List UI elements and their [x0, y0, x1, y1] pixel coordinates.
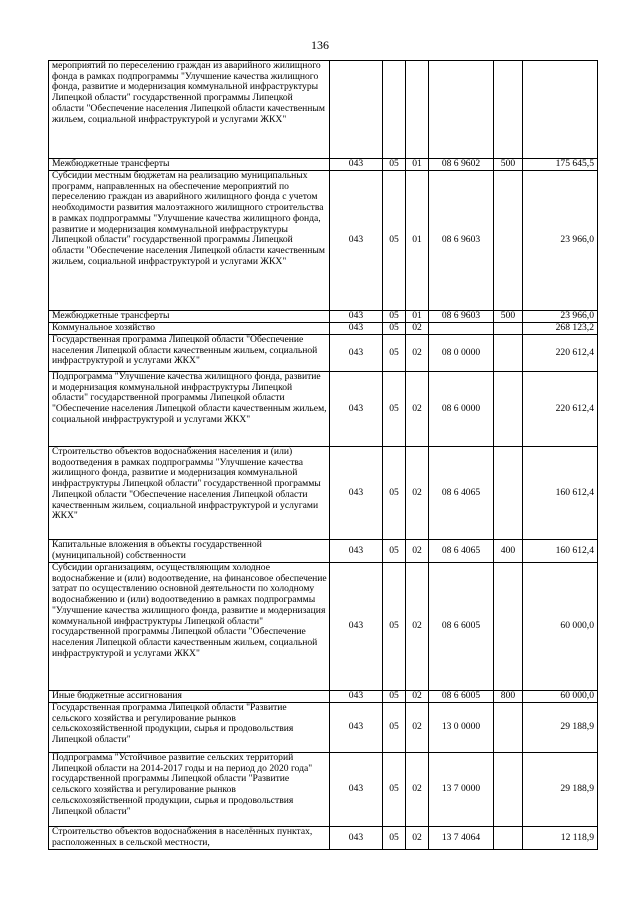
amount-cell: 23 966,0: [523, 171, 598, 311]
admin-code-cell: 043: [330, 159, 383, 171]
table-row: [49, 753, 598, 827]
admin-code-cell: 043: [330, 540, 383, 563]
row-name-cell: Субсидии местным бюджетам на реализацию муниципальных программ, направленных на обеспечение мероприятий по переселению граждан из аварийного жилищного фонда с учетом необходимости развития малоэтажного жилищного строительства в рамках подпрограммы "Улучшение качества жилищного фонда, развитие и модернизация коммунальной инфраструктуры Липецкой области" государственной программы Липецкой области "Обеспечение населения Липецкой области качественным жильем, социальной инфраструктурой и услугами ЖКХ": [49, 171, 330, 311]
amount-cell: 29 188,9: [523, 703, 598, 753]
page-number: 136: [311, 38, 329, 52]
expense-type-code-cell: [494, 61, 523, 159]
table-row: [49, 311, 598, 323]
amount-cell: 12 118,9: [523, 827, 598, 850]
target-article-code-cell: 08 6 0000: [429, 372, 494, 447]
admin-code-cell: 043: [330, 691, 383, 703]
admin-code-cell: 043: [330, 827, 383, 850]
admin-code-cell: 043: [330, 753, 383, 827]
row-name-cell: мероприятий по переселению граждан из аварийного жилищного фонда в рамках подпрограммы "Улучшение качества жилищного фонда, развитие и модернизация коммунальной инфраструктуры Липецкой области" государственной программы Липецкой области "Обеспечение населения Липецкой области качественным жильем, социальной инфраструктурой и услугами ЖКХ": [49, 61, 330, 159]
admin-code-cell: [330, 61, 383, 159]
amount-cell: 60 000,0: [523, 691, 598, 703]
table-row: [49, 827, 598, 850]
target-article-code-cell: 08 6 6005: [429, 691, 494, 703]
row-name-cell: Подпрограмма "Устойчивое развитие сельских территорий Липецкой области на 2014-2017 годы и на период до 2020 года" государственной программы Липецкой области "Развитие сельского хозяйства и регулирование рынков сельскохозяйственной продукции, сырья и продовольствия Липецкой области": [49, 753, 330, 827]
section-code-cell: 05: [383, 827, 406, 850]
expense-type-code-cell: [494, 447, 523, 540]
admin-code-cell: 043: [330, 323, 383, 335]
subsection-code-cell: 02: [406, 335, 429, 372]
amount-cell: [523, 61, 598, 159]
target-article-code-cell: 08 6 9602: [429, 159, 494, 171]
row-name-cell: Строительство объектов водоснабжения населения и (или) водоотведения в рамках подпрограммы "Улучшение качества жилищного фонда, развитие и модернизация коммунальной инфраструктуры Липецкой области" государственной программы Липецкой области "Обеспечение населения Липецкой области качественным жильем, социальной инфраструктурой и услугами ЖКХ": [49, 447, 330, 540]
subsection-code-cell: 02: [406, 753, 429, 827]
expense-type-code-cell: 500: [494, 159, 523, 171]
expense-type-code-cell: [494, 827, 523, 850]
subsection-code-cell: 02: [406, 372, 429, 447]
subsection-code-cell: 02: [406, 827, 429, 850]
table-row: [49, 703, 598, 753]
admin-code-cell: 043: [330, 372, 383, 447]
section-code-cell: 05: [383, 540, 406, 563]
target-article-code-cell: 08 6 9603: [429, 311, 494, 323]
admin-code-cell: 043: [330, 311, 383, 323]
amount-cell: 160 612,4: [523, 540, 598, 563]
section-code-cell: 05: [383, 311, 406, 323]
expense-type-code-cell: 500: [494, 311, 523, 323]
subsection-code-cell: 01: [406, 159, 429, 171]
subsection-code-cell: [406, 61, 429, 159]
section-code-cell: 05: [383, 372, 406, 447]
table-row: [49, 171, 598, 311]
section-code-cell: 05: [383, 335, 406, 372]
expense-type-code-cell: [494, 372, 523, 447]
table-row: [49, 691, 598, 703]
row-name-cell: Государственная программа Липецкой области "Развитие сельского хозяйства и регулирование рынков сельскохозяйственной продукции, сырья и продовольствия Липецкой области": [49, 703, 330, 753]
amount-cell: 60 000,0: [523, 563, 598, 691]
row-name-cell: Коммунальное хозяйство: [49, 323, 330, 335]
section-code-cell: 05: [383, 171, 406, 311]
amount-cell: 23 966,0: [523, 311, 598, 323]
section-code-cell: 05: [383, 753, 406, 827]
amount-cell: 29 188,9: [523, 753, 598, 827]
expense-type-code-cell: [494, 171, 523, 311]
expense-type-code-cell: [494, 323, 523, 335]
row-name-cell: Межбюджетные трансферты: [49, 159, 330, 171]
section-code-cell: 05: [383, 563, 406, 691]
target-article-code-cell: [429, 323, 494, 335]
section-code-cell: 05: [383, 703, 406, 753]
amount-cell: 220 612,4: [523, 372, 598, 447]
target-article-code-cell: [429, 61, 494, 159]
expense-type-code-cell: [494, 563, 523, 691]
target-article-code-cell: 13 7 4064: [429, 827, 494, 850]
subsection-code-cell: 01: [406, 171, 429, 311]
budget-table: [48, 60, 598, 850]
section-code-cell: 05: [383, 159, 406, 171]
expense-type-code-cell: 800: [494, 691, 523, 703]
row-name-cell: Строительство объектов водоснабжения в населённых пунктах, расположенных в сельской местности,: [49, 827, 330, 850]
row-name-cell: Межбюджетные трансферты: [49, 311, 330, 323]
subsection-code-cell: 02: [406, 540, 429, 563]
expense-type-code-cell: [494, 335, 523, 372]
table-row: [49, 335, 598, 372]
target-article-code-cell: 08 6 9603: [429, 171, 494, 311]
table-row: [49, 372, 598, 447]
amount-cell: 268 123,2: [523, 323, 598, 335]
target-article-code-cell: 08 6 4065: [429, 447, 494, 540]
row-name-cell: Капитальные вложения в объекты государственной (муниципальной) собственности: [49, 540, 330, 563]
target-article-code-cell: 08 0 0000: [429, 335, 494, 372]
row-name-cell: Государственная программа Липецкой области "Обеспечение населения Липецкой области качественным жильем, социальной инфраструктурой и услугами ЖКХ": [49, 335, 330, 372]
admin-code-cell: 043: [330, 447, 383, 540]
table-row: [49, 159, 598, 171]
admin-code-cell: 043: [330, 563, 383, 691]
target-article-code-cell: 13 0 0000: [429, 703, 494, 753]
admin-code-cell: 043: [330, 335, 383, 372]
section-code-cell: 05: [383, 323, 406, 335]
expense-type-code-cell: [494, 753, 523, 827]
table-row: [49, 61, 598, 159]
table-row: [49, 323, 598, 335]
row-name-cell: Субсидии организациям, осуществляющим холодное водоснабжение и (или) водоотведение, на финансовое обеспечение затрат по осуществлению основной деятельности по холодному водоснабжению и (или) водоотведению в рамках подпрограммы "Улучшение качества жилищного фонда, развитие и модернизация коммунальной инфраструктуры Липецкой области" государственной программы Липецкой области "Обеспечение населения Липецкой области качественным жильем, социальной инфраструктурой и услугами ЖКХ": [49, 563, 330, 691]
section-code-cell: 05: [383, 447, 406, 540]
admin-code-cell: 043: [330, 703, 383, 753]
section-code-cell: 05: [383, 691, 406, 703]
subsection-code-cell: 02: [406, 563, 429, 691]
subsection-code-cell: 01: [406, 311, 429, 323]
budget-table-body: [49, 61, 598, 850]
target-article-code-cell: 08 6 4065: [429, 540, 494, 563]
subsection-code-cell: 02: [406, 323, 429, 335]
table-row: [49, 540, 598, 563]
amount-cell: 220 612,4: [523, 335, 598, 372]
row-name-cell: Иные бюджетные ассигнования: [49, 691, 330, 703]
target-article-code-cell: 08 6 6005: [429, 563, 494, 691]
row-name-cell: Подпрограмма "Улучшение качества жилищного фонда, развитие и модернизация коммунальной инфраструктуры Липецкой области" государственной программы Липецкой области "Обеспечение населения Липецкой области качественным жильем, социальной инфраструктурой и услугами ЖКХ": [49, 372, 330, 447]
table-row: [49, 447, 598, 540]
section-code-cell: [383, 61, 406, 159]
subsection-code-cell: 02: [406, 447, 429, 540]
target-article-code-cell: 13 7 0000: [429, 753, 494, 827]
admin-code-cell: 043: [330, 171, 383, 311]
subsection-code-cell: 02: [406, 691, 429, 703]
amount-cell: 160 612,4: [523, 447, 598, 540]
subsection-code-cell: 02: [406, 703, 429, 753]
table-row: [49, 563, 598, 691]
amount-cell: 175 645,5: [523, 159, 598, 171]
expense-type-code-cell: [494, 703, 523, 753]
expense-type-code-cell: 400: [494, 540, 523, 563]
